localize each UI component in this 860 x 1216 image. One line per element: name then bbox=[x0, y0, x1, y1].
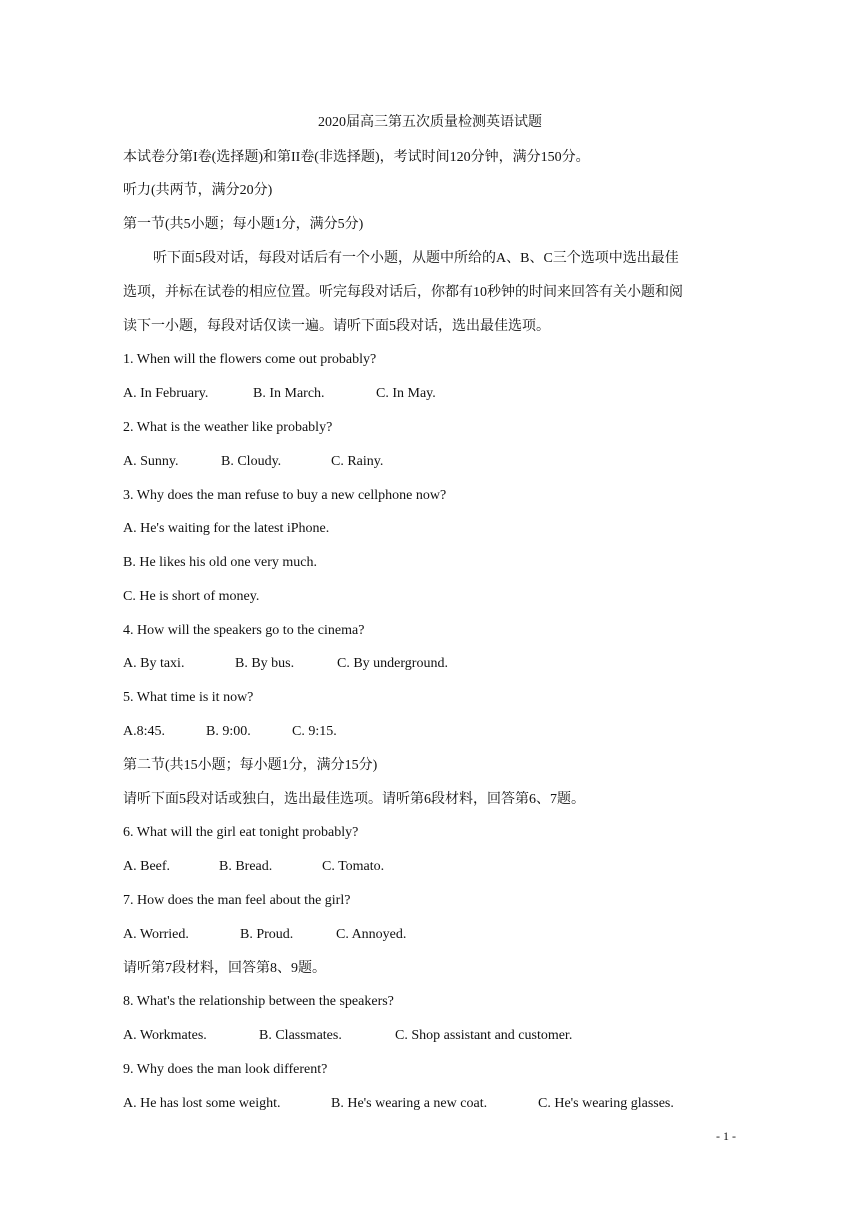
option-a: A. He's waiting for the latest iPhone. bbox=[123, 521, 330, 536]
page-number: - 1 - bbox=[716, 1129, 736, 1143]
part1-instruction-line: 听下面5段对话，每段对话后有一个小题，从题中所给的A、B、C三个选项中选出最佳 bbox=[153, 251, 679, 266]
question-options bbox=[123, 654, 448, 674]
question-options bbox=[123, 722, 337, 742]
option-c: C. Shop assistant and customer. bbox=[395, 1028, 573, 1043]
question-options bbox=[123, 857, 384, 877]
option-c: C. 9:15. bbox=[292, 724, 337, 739]
option-a: A. Beef. bbox=[123, 859, 171, 874]
option-b: B. In March. bbox=[253, 386, 325, 401]
option-c: C. He's wearing glasses. bbox=[538, 1096, 674, 1111]
exam-intro: 本试卷分第I卷(选择题)和第II卷(非选择题)，考试时间120分钟，满分150分。 bbox=[123, 150, 590, 165]
question-text: 5. What time is it now? bbox=[123, 690, 254, 705]
option-b: B. Proud. bbox=[240, 927, 294, 942]
question-options bbox=[123, 1026, 572, 1046]
option-b: B. By bus. bbox=[235, 656, 295, 671]
option-b: B. 9:00. bbox=[206, 724, 251, 739]
question-text: 4. How will the speakers go to the cinema? bbox=[123, 623, 365, 638]
option-b: B. Classmates. bbox=[259, 1028, 342, 1043]
option-a: A. By taxi. bbox=[123, 656, 185, 671]
question-text: 7. How does the man feel about the girl? bbox=[123, 893, 351, 908]
part2-instruction: 请听下面5段对话或独白，选出最佳选项。请听第6段材料，回答第6、7题。 bbox=[123, 792, 585, 807]
question-text: 2. What is the weather like probably? bbox=[123, 420, 333, 435]
option-c: C. By underground. bbox=[337, 656, 448, 671]
option-c: C. Rainy. bbox=[331, 454, 384, 469]
material7-instruction: 请听第7段材料，回答第8、9题。 bbox=[123, 961, 326, 976]
question-text: 1. When will the flowers come out probably? bbox=[123, 352, 377, 367]
option-c: C. Tomato. bbox=[322, 859, 385, 874]
question-options bbox=[123, 452, 383, 472]
part1-instruction-line: 选项，并标在试卷的相应位置。听完每段对话后，你都有10秒钟的时间来回答有关小题和阅 bbox=[123, 285, 683, 300]
question-options bbox=[123, 384, 436, 404]
part2-header: 第二节(共15小题；每小题1分，满分15分) bbox=[123, 758, 378, 773]
option-a: A.8:45. bbox=[123, 724, 165, 739]
option-a: A. Sunny. bbox=[123, 454, 179, 469]
option-c: C. Annoyed. bbox=[336, 927, 407, 942]
page-title: 2020届高三第五次质量检测英语试题 bbox=[318, 115, 542, 130]
question-text: 3. Why does the man refuse to buy a new cellphone now? bbox=[123, 488, 447, 503]
question-options bbox=[123, 1094, 674, 1114]
question-text: 6. What will the girl eat tonight probably? bbox=[123, 825, 359, 840]
option-b: B. Cloudy. bbox=[221, 454, 282, 469]
option-c: C. In May. bbox=[376, 386, 436, 401]
option-a: A. Workmates. bbox=[123, 1028, 207, 1043]
option-a: A. In February. bbox=[123, 386, 209, 401]
part1-header: 第一节(共5小题；每小题1分，满分5分) bbox=[123, 217, 364, 232]
option-b: B. Bread. bbox=[219, 859, 273, 874]
question-text: 8. What's the relationship between the speakers? bbox=[123, 994, 394, 1009]
option-b: B. He's wearing a new coat. bbox=[331, 1096, 488, 1111]
question-options bbox=[123, 925, 406, 945]
question-text: 9. Why does the man look different? bbox=[123, 1062, 328, 1077]
option-b: B. He likes his old one very much. bbox=[123, 555, 318, 570]
part1-instruction-line: 读下一小题，每段对话仅读一遍。请听下面5段对话，选出最佳选项。 bbox=[123, 319, 550, 334]
listening-section-header: 听力(共两节，满分20分) bbox=[123, 183, 273, 198]
option-a: A. Worried. bbox=[123, 927, 189, 942]
option-c: C. He is short of money. bbox=[123, 589, 260, 604]
option-a: A. He has lost some weight. bbox=[123, 1096, 281, 1111]
